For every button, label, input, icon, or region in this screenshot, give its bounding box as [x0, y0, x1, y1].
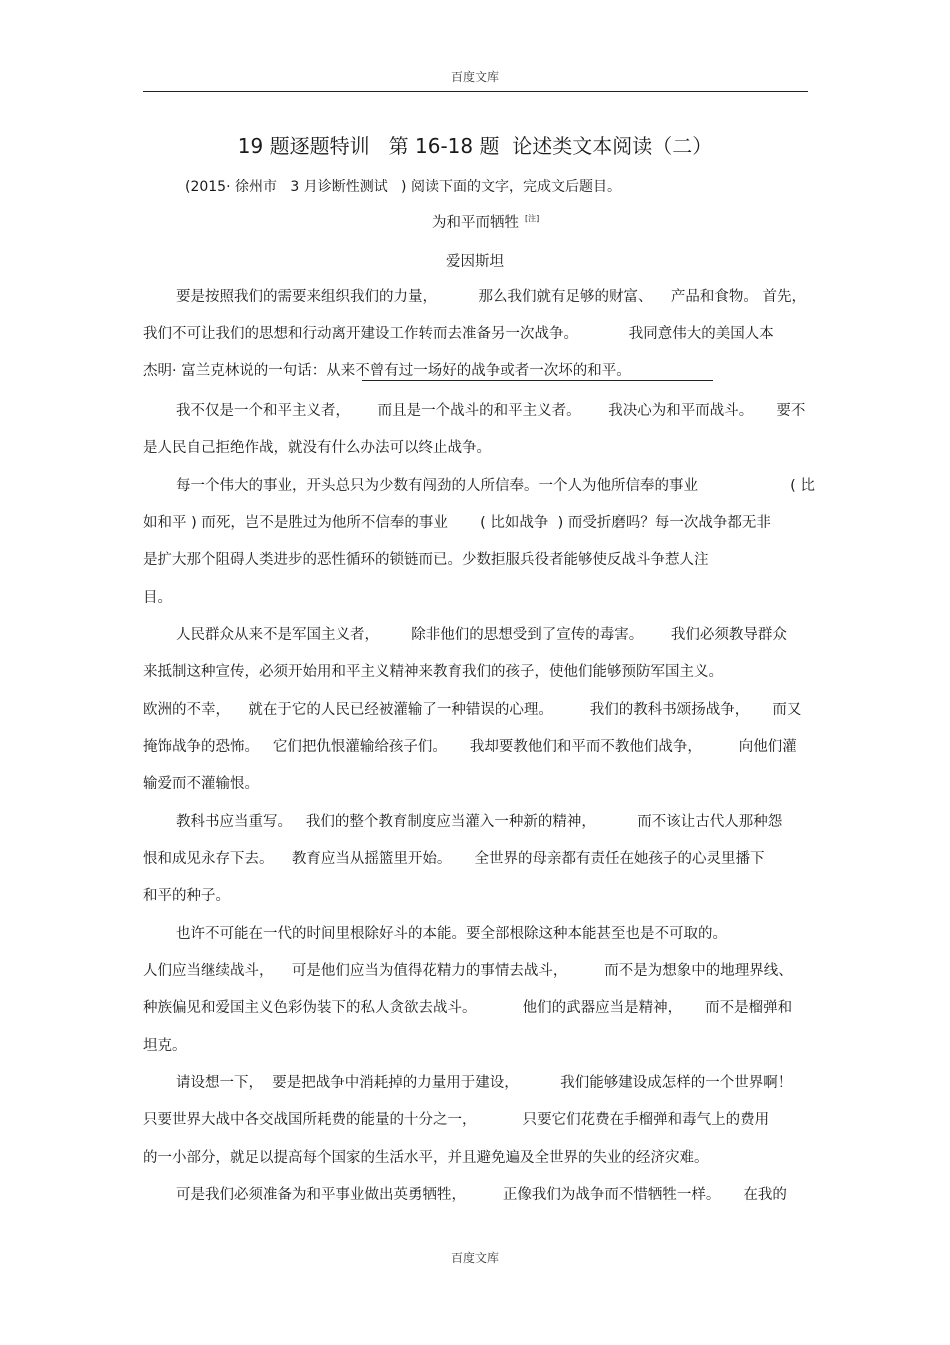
doc-title: 19 题逐题特训 第 16-18 题 论述类文本阅读（二） [237, 134, 713, 158]
text-line: 种族偏见和爱国主义色彩伪装下的私人贪欲去战斗。 他们的武器应当是精神， 而不是榴弹和 [143, 1000, 793, 1016]
text-line: 目。 [143, 590, 172, 606]
text-line: 恨和成见永存下去。 教育应当从摇篮里开始。 全世界的母亲都有责任在她孩子的心灵里播下 [143, 851, 765, 867]
text-line: 是扩大那个阻碍人类进步的恶性循环的锁链而已。少数拒服兵役者能够使反战斗争惹人注 [143, 552, 709, 568]
text-line: 只要世界大战中各交战国所耗费的能量的十分之一， 只要它们花费在手榴弹和毒气上的费用 [143, 1112, 770, 1128]
author: 爱因斯坦 [446, 254, 504, 270]
text-line: 是人民自己拒绝作战，就没有什么办法可以终止战争。 [143, 440, 491, 456]
text-line: 我不仅是一个和平主义者， 而且是一个战斗的和平主义者。 我决心为和平而战斗。 要不 [176, 403, 806, 419]
text-line: 欧洲的不幸， 就在于它的人民已经被灌输了一种错误的心理。 我们的教科书颂扬战争， 而又 [143, 702, 802, 718]
text-line: 请设想一下， 要是把战争中消耗掉的力量用于建设， 我们能够建设成怎样的一个世界啊！ [176, 1075, 793, 1091]
text-line: 要是按照我们的需要来组织我们的力量， 那么我们就有足够的财富、 产品和食物。 首先， [176, 289, 807, 305]
text-line: 教科书应当重写。 我们的整个教育制度应当灌入一种新的精神， 而不该让古代人那种怨 [176, 814, 783, 830]
text-line: 杰明· 富兰克林说的一句话：从来不曾有过一场好的战争或者一次坏的和平。 [143, 363, 631, 379]
page-header: 百度文库 [450, 70, 499, 84]
text-line: 坦克。 [143, 1038, 187, 1054]
text-line: 每一个伟大的事业，开头总只为少数有闯劲的人所信奉。一个人为他所信奉的事业 ( 比 [176, 478, 815, 494]
article-title-text: 为和平而牺牲 [432, 215, 519, 231]
note-mark: [注] [525, 214, 540, 224]
text-line: 的一小部分，就足以提高每个国家的生活水平，并且避免遍及全世界的失业的经济灾难。 [143, 1150, 709, 1166]
source-line: (2015· 徐州市 3 月诊断性测试 ) 阅读下面的文字，完成文后题目。 [185, 179, 621, 195]
text-line: 掩饰战争的恐怖。 它们把仇恨灌输给孩子们。 我却要教他们和平而不教他们战争， 向他们灌 [143, 739, 797, 755]
text-line: 我们不可让我们的思想和行动离开建设工作转而去准备另一次战争。 我同意伟大的美国人本 [143, 326, 774, 342]
text-line: 人们应当继续战斗， 可是他们应当为值得花精力的事情去战斗， 而不是为想象中的地理界线、 [143, 963, 793, 979]
quote-underline [362, 380, 713, 381]
header-rule [143, 91, 808, 92]
article-title [432, 211, 539, 232]
text-line: 可是我们必须准备为和平事业做出英勇牺牲， 正像我们为战争而不惜牺牲一样。 在我的 [176, 1187, 787, 1203]
text-line: 和平的种子。 [143, 888, 230, 904]
text-line: 也许不可能在一代的时间里根除好斗的本能。要全部根除这种本能甚至也是不可取的。 [176, 926, 727, 942]
page-footer: 百度文库 [450, 1251, 499, 1265]
text-line: 如和平 ) 而死，岂不是胜过为他所不信奉的事业 ( 比如战争 ) 而受折磨吗？每一次战争都无非 [143, 515, 771, 531]
text-line: 来抵制这种宣传，必须开始用和平主义精神来教育我们的孩子，使他们能够预防军国主义。 [143, 664, 723, 680]
text-line: 输爱而不灌输恨。 [143, 776, 259, 792]
text-line: 人民群众从来不是军国主义者， 除非他们的思想受到了宣传的毒害。 我们必须教导群众 [176, 627, 787, 643]
